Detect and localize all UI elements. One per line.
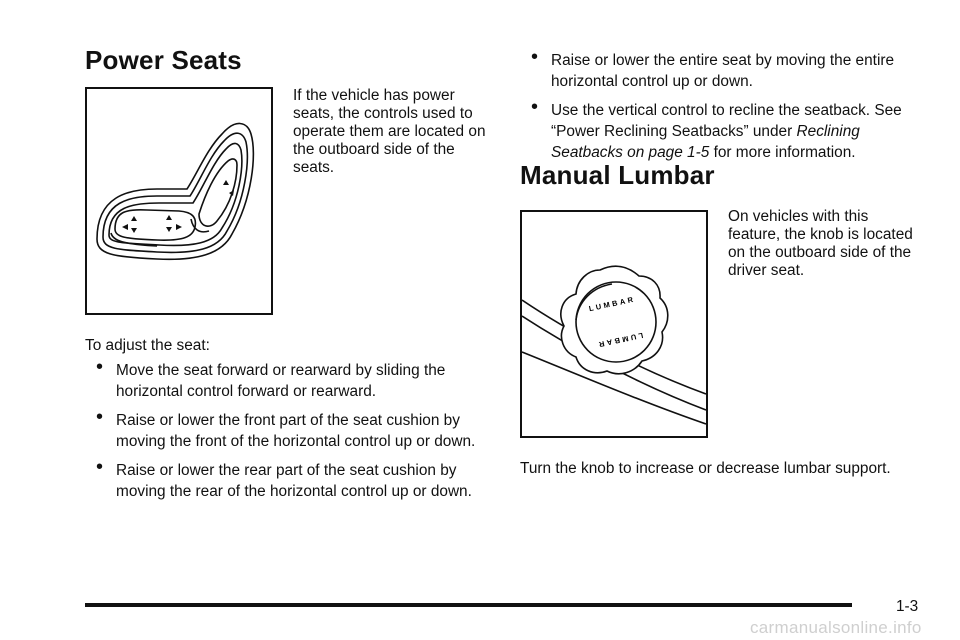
lumbar-knob-drawing bbox=[522, 212, 706, 436]
seat-control-drawing bbox=[87, 89, 271, 313]
list-item: • Raise or lower the front part of the seat cushion by moving the front of the horizontal control up or down. bbox=[85, 410, 497, 452]
reclining-seatbacks-reference: Reclining Seatbacks on page 1-5 bbox=[551, 123, 860, 161]
lumbar-closing-text: Turn the knob to increase or decrease lumbar support. bbox=[520, 460, 891, 477]
list-item: • Move the seat forward or rearward by sliding the horizontal control forward or rearward. bbox=[85, 360, 497, 402]
power-seat-controls-illustration bbox=[85, 87, 273, 315]
power-seats-heading: Power Seats bbox=[85, 45, 242, 75]
manual-lumbar-intro: On vehicles with this feature, the knob is located on the outboard side of the driver seat. bbox=[728, 208, 913, 279]
footer-rule bbox=[85, 603, 852, 607]
list-item: • Raise or lower the entire seat by moving the entire horizontal control up or down. bbox=[520, 50, 920, 92]
recline-text: Use the vertical control to recline the seatback. See “Power Reclining Seatbacks” under bbox=[551, 102, 902, 140]
manual-lumbar-heading: Manual Lumbar bbox=[520, 160, 715, 190]
site-watermark: carmanualsonline.info bbox=[750, 618, 922, 637]
seat-adjust-bullets-continued bbox=[520, 50, 920, 171]
list-item: • Raise or lower the rear part of the seat cushion by moving the rear of the horizontal control up or down. bbox=[85, 460, 497, 502]
knob-label-top: LUMBAR bbox=[587, 294, 637, 314]
knob-label-bottom: LUMBAR bbox=[595, 330, 645, 350]
page-number: 1-3 bbox=[896, 598, 919, 615]
lumbar-knob-illustration bbox=[520, 210, 708, 438]
power-seats-intro: If the vehicle has power seats, the controls used to operate them are located on the outboard side of the seats. bbox=[293, 87, 486, 176]
adjust-seat-lead: To adjust the seat: bbox=[85, 337, 210, 354]
seat-adjust-bullets bbox=[85, 360, 497, 510]
recline-text-end: for more information. bbox=[709, 144, 856, 161]
list-item bbox=[520, 100, 920, 163]
